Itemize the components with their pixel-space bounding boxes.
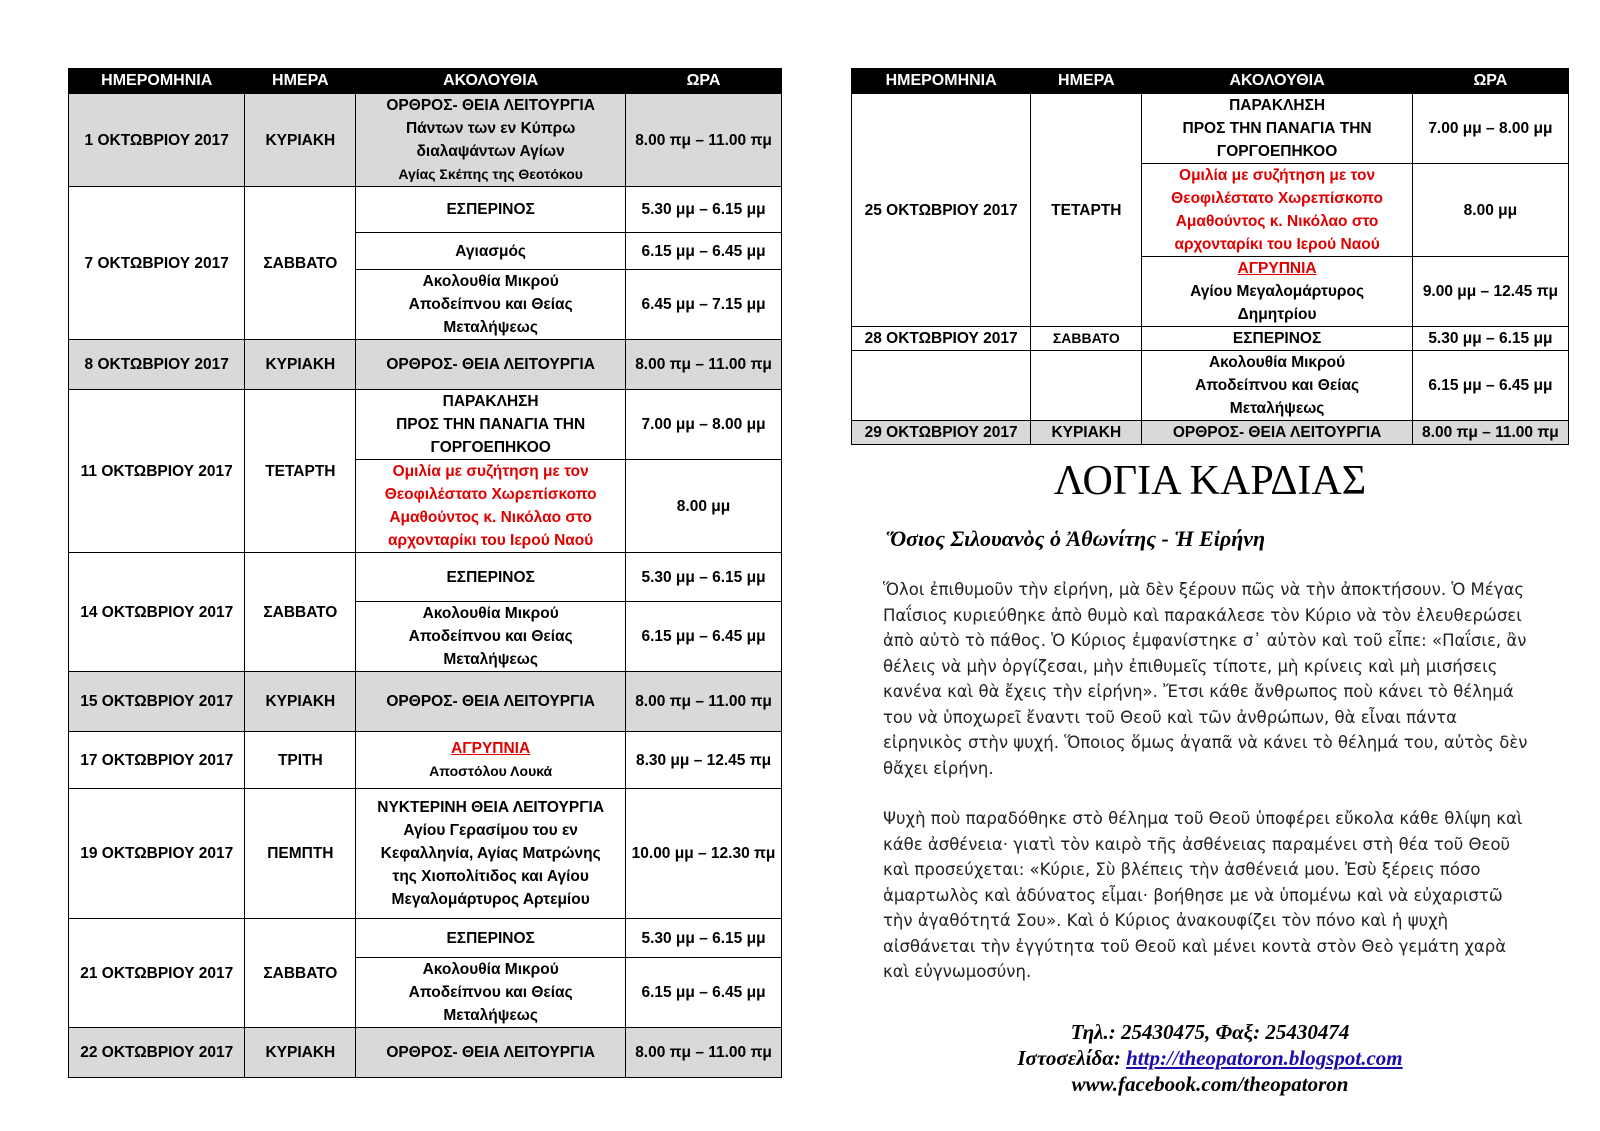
service-line: ΠΡΟΣ ΤΗΝ ΠΑΝΑΓΙΑ ΤΗΝ (1182, 120, 1372, 137)
table-row (852, 421, 1569, 445)
day-cell: ΚΥΡΙΑΚΗ (245, 340, 356, 390)
table-row (69, 919, 782, 958)
date-cell: 15 ΟΚΤΩΒΡΙΟΥ 2017 (69, 672, 245, 732)
talk-line: Ομιλία με συζήτηση με τον (392, 463, 589, 480)
date-cell: 14 ΟΚΤΩΒΡΙΟΥ 2017 (69, 553, 245, 672)
table-row (69, 94, 782, 187)
talk-line: Αμαθούντος κ. Νικόλαο στο (1175, 213, 1379, 230)
website-link[interactable]: http://theopatoron.blogspot.com (1126, 1046, 1403, 1070)
service-line: Ακολουθία Μικρού (422, 273, 559, 290)
date-cell: 19 ΟΚΤΩΒΡΙΟΥ 2017 (69, 789, 245, 919)
time-cell: 8.00 πμ – 11.00 πμ (626, 1028, 782, 1078)
talk-line: Θεοφιλέστατο Χωρεπίσκοπο (1171, 190, 1383, 207)
table-row (69, 390, 782, 460)
date-cell: 21 ΟΚΤΩΒΡΙΟΥ 2017 (69, 919, 245, 1028)
date-cell: 17 ΟΚΤΩΒΡΙΟΥ 2017 (69, 732, 245, 789)
service-cell: ΕΣΠΕΡΙΝΟΣ (356, 553, 626, 602)
service-line: Κεφαλληνία, Αγίας Ματρώνης (380, 845, 601, 862)
table-row (69, 789, 782, 919)
service-cell: ΟΡΘΡΟΣ- ΘΕΙΑ ΛΕΙΤΟΥΡΓΙΑ (356, 340, 626, 390)
service-line: Δημητρίου (1237, 306, 1317, 323)
day-cell: ΤΕΤΑΡΤΗ (1031, 94, 1142, 327)
date-cell: 7 ΟΚΤΩΒΡΙΟΥ 2017 (69, 187, 245, 340)
service-line: Μεταλήψεως (1229, 400, 1325, 417)
time-cell: 8.00 μμ (1412, 164, 1568, 257)
header-date: ΗΜΕΡΟΜΗΝΙΑ (69, 69, 245, 94)
date-cell: 25 ΟΚΤΩΒΡΙΟΥ 2017 (852, 94, 1031, 327)
service-line: ΟΡΘΡΟΣ- ΘΕΙΑ ΛΕΙΤΟΥΡΓΙΑ (386, 97, 595, 114)
time-cell: 6.15 μμ – 6.45 μμ (626, 602, 782, 672)
time-cell: 10.00 μμ – 12.30 πμ (626, 789, 782, 919)
service-cell (356, 94, 626, 187)
time-cell: 5.30 μμ – 6.15 μμ (626, 919, 782, 958)
day-cell: ΤΡΙΤΗ (245, 732, 356, 789)
table-row (69, 553, 782, 602)
day-cell: ΤΕΤΑΡΤΗ (245, 390, 356, 553)
service-cell: ΕΣΠΕΡΙΝΟΣ (356, 919, 626, 958)
table-row (69, 732, 782, 789)
date-cell: 28 ΟΚΤΩΒΡΙΟΥ 2017 (852, 327, 1031, 351)
left-schedule-table (68, 68, 782, 1078)
time-cell: 6.15 μμ – 6.45 μμ (1412, 351, 1568, 421)
table-row (69, 672, 782, 732)
time-cell: 8.30 μμ – 12.45 πμ (626, 732, 782, 789)
time-cell: 8.00 πμ – 11.00 πμ (626, 94, 782, 187)
website-label: Ιστοσελίδα: (1017, 1046, 1121, 1070)
time-cell: 5.30 μμ – 6.15 μμ (626, 553, 782, 602)
service-line: Μεταλήψεως (443, 651, 538, 668)
service-cell (1142, 257, 1412, 327)
date-cell (852, 351, 1031, 421)
table-row (69, 187, 782, 233)
time-cell: 8.00 μμ (626, 460, 782, 553)
service-line: Αγίου Μεγαλομάρτυρος (1190, 283, 1365, 300)
service-line: ΠΡΟΣ ΤΗΝ ΠΑΝΑΓΙΑ ΤΗΝ (396, 416, 586, 433)
time-cell: 6.15 μμ – 6.45 μμ (626, 958, 782, 1028)
right-schedule-table (851, 68, 1569, 445)
talk-cell (1142, 164, 1412, 257)
service-cell (356, 732, 626, 789)
service-line: Αποδείπνου και Θείας (1195, 377, 1360, 394)
date-cell: 29 ΟΚΤΩΒΡΙΟΥ 2017 (852, 421, 1031, 445)
date-cell: 1 ΟΚΤΩΒΡΙΟΥ 2017 (69, 94, 245, 187)
contact-website (851, 1045, 1569, 1071)
time-cell: 7.00 μμ – 8.00 μμ (1412, 94, 1568, 164)
facebook-link[interactable]: www.facebook.com/theopatoron (1071, 1072, 1349, 1096)
service-line: Μεταλήψεως (443, 1007, 538, 1024)
talk-line: Ομιλία με συζήτηση με τον (1179, 167, 1376, 184)
service-cell: ΟΡΘΡΟΣ- ΘΕΙΑ ΛΕΙΤΟΥΡΓΙΑ (356, 672, 626, 732)
article-paragraph: Ψυχὴ ποὺ παραδόθηκε στὸ θέλημα τοῦ Θεοῦ ὑποφέρει εὔκολα κάθε θλίψη καὶ κάθε ἀσθένεια· γιατὶ τὸν καιρὸ τῆς ἀσθένειας παραμένει στὴ θέα τοῦ Θεοῦ καὶ προσεύχεται: «Κύριε, Σὺ βλέπεις τὴν ἀσθένειά μου. Ἐσὺ ξέρεις πόσο ἁμαρτωλὸς καὶ ἀδύνατος εἶμαι· βοήθησε με νὰ ὑπομένω καὶ νὰ εὐχαριστῶ τὴν ἀγαθότητά Σου». Καὶ ὁ Κύριος ἀνακουφίζει τὸν πόνο καὶ ἡ ψυχὴ αἰσθάνεται τὴν ἐγγύτητα τοῦ Θεοῦ καὶ μένει κοντὰ στὸν Θεὸ γεμάτη χαρὰ καὶ εὐγνωμοσύνη. (883, 809, 1523, 981)
table-header-row (852, 69, 1569, 94)
service-cell: ΕΣΠΕΡΙΝΟΣ (1142, 327, 1412, 351)
service-cell (1142, 94, 1412, 164)
vigil-label: ΑΓΡΥΠΝΙΑ (1237, 260, 1317, 277)
service-cell (356, 789, 626, 919)
table-row (69, 340, 782, 390)
contact-phone: Τηλ.: 25430475, Φαξ: 25430474 (1070, 1020, 1350, 1044)
service-line: ΝΥΚΤΕΡΙΝΗ ΘΕΙΑ ΛΕΙΤΟΥΡΓΙΑ (377, 799, 605, 816)
service-line: ΓΟΡΓΟΕΠΗΚΟΟ (430, 439, 551, 456)
service-cell (356, 390, 626, 460)
date-cell: 22 ΟΚΤΩΒΡΙΟΥ 2017 (69, 1028, 245, 1078)
service-cell (356, 602, 626, 672)
day-cell: ΣΑΒΒΑΤΟ (245, 919, 356, 1028)
vigil-label: ΑΓΡΥΠΝΙΑ (451, 740, 531, 757)
header-day: ΗΜΕΡΑ (1031, 69, 1142, 94)
day-cell: ΣΑΒΒΑΤΟ (245, 187, 356, 340)
table-row (852, 94, 1569, 164)
service-line: Ακολουθία Μικρού (1208, 354, 1346, 371)
service-line: Αγίου Γερασίμου του εν (403, 822, 578, 839)
service-line: Αποδείπνου και Θείας (408, 628, 573, 645)
time-cell: 6.15 μμ – 6.45 μμ (626, 233, 782, 270)
time-cell: 7.00 μμ – 8.00 μμ (626, 390, 782, 460)
service-cell (1142, 351, 1412, 421)
talk-line: αρχονταρίκι του Ιερού Ναού (388, 532, 594, 549)
time-cell: 5.30 μμ – 6.15 μμ (626, 187, 782, 233)
service-cell: ΟΡΘΡΟΣ- ΘΕΙΑ ΛΕΙΤΟΥΡΓΙΑ (356, 1028, 626, 1078)
table-row (69, 1028, 782, 1078)
talk-line: Θεοφιλέστατο Χωρεπίσκοπο (384, 486, 597, 503)
time-cell: 6.45 μμ – 7.15 μμ (626, 270, 782, 340)
time-cell: 9.00 μμ – 12.45 πμ (1412, 257, 1568, 327)
service-line: διαλαψάντων Αγίων (416, 143, 565, 160)
service-line: Αγίας Σκέπης της Θεοτόκου (398, 166, 583, 182)
date-cell: 11 ΟΚΤΩΒΡΙΟΥ 2017 (69, 390, 245, 553)
header-service: ΑΚΟΛΟΥΘΙΑ (1142, 69, 1412, 94)
service-line: Ακολουθία Μικρού (422, 605, 559, 622)
service-line: ΠΑΡΑΚΛΗΣΗ (442, 393, 539, 410)
talk-line: αρχονταρίκι του Ιερού Ναού (1174, 236, 1380, 253)
article-subtitle: Ὅσιος Σιλουανὸς ὁ Ἀθωνίτης - Ἡ Εἰρήνη (886, 526, 1266, 551)
day-cell: ΣΑΒΒΑΤΟ (1031, 327, 1142, 351)
time-cell: 8.00 πμ – 11.00 πμ (626, 340, 782, 390)
service-cell: ΕΣΠΕΡΙΝΟΣ (356, 187, 626, 233)
time-cell: 5.30 μμ – 6.15 μμ (1412, 327, 1568, 351)
date-cell: 8 ΟΚΤΩΒΡΙΟΥ 2017 (69, 340, 245, 390)
day-cell: ΚΥΡΙΑΚΗ (245, 94, 356, 187)
table-header-row (69, 69, 782, 94)
service-line: Πάντων των εν Κύπρω (405, 120, 576, 137)
service-line: της Χιοπολίτιδος και Αγίου (392, 868, 589, 885)
talk-cell (356, 460, 626, 553)
service-line: Μεγαλομάρτυρος Αρτεμίου (391, 891, 590, 908)
time-cell: 8.00 πμ – 11.00 πμ (1412, 421, 1568, 445)
service-line: ΓΟΡΓΟΕΠΗΚΟΟ (1216, 143, 1338, 160)
header-time: ΩΡΑ (1412, 69, 1568, 94)
day-cell: ΚΥΡΙΑΚΗ (245, 672, 356, 732)
header-service: ΑΚΟΛΟΥΘΙΑ (356, 69, 626, 94)
service-line: Αποδείπνου και Θείας (408, 296, 573, 313)
table-row (852, 351, 1569, 421)
day-cell: ΚΥΡΙΑΚΗ (1031, 421, 1142, 445)
service-line: Ακολουθία Μικρού (422, 961, 559, 978)
talk-line: Αμαθούντος κ. Νικόλαο στο (389, 509, 592, 526)
service-line: Αποδείπνου και Θείας (408, 984, 573, 1001)
service-cell: Αγιασμός (356, 233, 626, 270)
service-cell: ΟΡΘΡΟΣ- ΘΕΙΑ ΛΕΙΤΟΥΡΓΙΑ (1142, 421, 1412, 445)
section-heading: ΛΟΓΙΑ ΚΑΡΔΙΑΣ (1053, 458, 1367, 504)
day-cell (1031, 351, 1142, 421)
day-cell: ΣΑΒΒΑΤΟ (245, 553, 356, 672)
time-cell: 8.00 πμ – 11.00 πμ (626, 672, 782, 732)
service-cell (356, 270, 626, 340)
service-line: Αποστόλου Λουκά (429, 763, 553, 779)
service-cell (356, 958, 626, 1028)
service-line: Μεταλήψεως (443, 319, 538, 336)
service-line: ΠΑΡΑΚΛΗΣΗ (1229, 97, 1326, 114)
header-time: ΩΡΑ (626, 69, 782, 94)
day-cell: ΠΕΜΠΤΗ (245, 789, 356, 919)
header-date: ΗΜΕΡΟΜΗΝΙΑ (852, 69, 1031, 94)
article-paragraph: Ὅλοι ἐπιθυμοῦν τὴν εἰρήνη, μὰ δὲν ξέρουν πῶς νὰ τὴν ἀποκτήσουν. Ὁ Μέγας Παΐσιος κυριεύθηκε ἀπὸ θυμὸ καὶ παρακάλεσε τὸν Κύριο νὰ τὸν ἐλευθερώσει ἀπὸ αὐτὸ τὸ πάθος. Ὁ Κύριος ἐμφανίστηκε σ᾽ αὐτὸν καὶ τοῦ εἶπε: «Παΐσιε, ἂν θέλεις νὰ μὴν ὀργίζεσαι, μὴν ἐπιθυμεῖς τίποτε, μὴ κρίνεις καὶ μὴ μισήσεις κανένα καὶ θὰ ἔχεις τὴν εἰρήνη». Ἔτσι κάθε ἄνθρωπος ποὺ κάνει τὸ θέλημά του νὰ ὑποχωρεῖ ἔναντι τοῦ Θεοῦ καὶ τῶν ἀνθρώπων, θὰ εἶναι πάντα εἰρηνικὸς στὴν ψυχή. Ὅποιος ὅμως ἀγαπᾶ νὰ κάνει τὸ θέλημά του, αὐτὸς δὲν θἄχει εἰρήνη. (883, 580, 1528, 778)
header-day: ΗΜΕΡΑ (245, 69, 356, 94)
day-cell: ΚΥΡΙΑΚΗ (245, 1028, 356, 1078)
table-row (852, 327, 1569, 351)
